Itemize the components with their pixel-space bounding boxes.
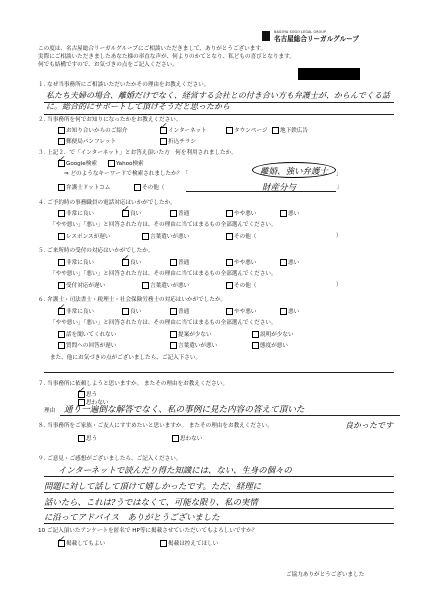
q4-option-bad[interactable]: 悪い: [280, 210, 299, 218]
q3-option-other[interactable]: その他（: [134, 184, 164, 192]
q9-answer-line-2: 問題に対して話して頂けて嬉しかったです。ただ、経理に: [44, 481, 262, 491]
q1-line-1: [44, 102, 394, 103]
intro-line-2: 実際にご相談いただきましたあなた様の率直な声が、何よりのかてとなり、私どもの喜びとなります。: [38, 54, 295, 60]
q10-label: 10 ご記入頂いたアンケートを匿名で HP等に掲載させていただいてもよろしいですか？: [38, 528, 258, 534]
q7-yes-check: ✓: [77, 386, 85, 396]
logo-subtitle: NAGOYA SOGO LEGAL GROUP: [274, 30, 327, 34]
q3-google-check: ✓: [57, 155, 65, 165]
q3-keyword-label: ⇒ どのようなキーワードで検索されましたか？「: [64, 171, 188, 177]
q4-option-normal[interactable]: 普通: [170, 210, 189, 218]
q5-reason-close: ）: [336, 282, 342, 288]
q2-option-internet[interactable]: インターネット: [160, 127, 207, 135]
q3-close-quote-2: 」: [337, 184, 343, 190]
q6-label: ６. 弁護士・司法書士・税理士・社会保険労務士の対応はいかがでしたか。: [38, 297, 227, 303]
q9-line-4: [44, 523, 394, 524]
q6-option-bad[interactable]: 悪い: [280, 308, 299, 316]
q3-other-line: [186, 191, 336, 192]
q2-internet-check: ✓: [159, 122, 167, 132]
q6-follow: 「やや悪い」「悪い」と回答された方は、その理由に当てはまるもの全部選んでください。: [50, 320, 277, 326]
q3-option-bengoshi-com[interactable]: 弁護士ドットコム: [58, 184, 110, 192]
intro-line-1: この度は、名古屋総合リーガルグループにご相談いただきまして、ありがとうございます。: [38, 46, 267, 52]
thanks-text: ご協力ありがとうございました: [286, 572, 365, 578]
q2-option-postoffice[interactable]: 郵便局パンフレット: [58, 138, 116, 146]
q4-option-good[interactable]: 良い: [122, 210, 141, 218]
q6-option-very-good[interactable]: 非常に良い: [58, 308, 94, 316]
q5-option-very-good[interactable]: 非常に良い: [58, 259, 94, 267]
q3-keyword-circle: [252, 162, 336, 178]
q3-keyword-2: 財産分与: [262, 183, 297, 193]
q3-option-google[interactable]: Google検索: [58, 160, 97, 168]
q2-option-flyer[interactable]: 折込チラシ: [160, 138, 196, 146]
q6-reason-few-proposals[interactable]: 提案が少ない: [170, 331, 212, 339]
q5-follow: 「やや悪い」「悪い」と回答された方は、その理由に当てはまるもの全部選んでください。: [50, 271, 277, 277]
q4-reason-language[interactable]: 言葉遣いが悪い: [142, 233, 189, 241]
q3-close-quote-1: 」: [336, 171, 342, 177]
q4-reason-other[interactable]: その他（: [226, 233, 256, 241]
logo-title: 名古屋総合リーガルグループ: [274, 35, 359, 43]
q3-label: ３. 上記２．で「インターネット」とお答え頂いた方 何を利用されましたか。: [38, 150, 237, 156]
q7-answer: 通り一遍倒な解答でなく、私の事例に見た内容の答えて頂いた: [64, 405, 305, 415]
q10-option-decline[interactable]: 掲載は控えてほしい: [160, 540, 218, 548]
q3-option-yahoo[interactable]: Yahoo検索: [108, 160, 144, 168]
q6-reason-attitude[interactable]: 態度が悪い: [252, 342, 288, 350]
q9-answer-line-4: に沿ってアドバイス ありがとうございました: [44, 512, 220, 522]
q1-line-2: [44, 114, 394, 115]
q8-option-yes[interactable]: 思う: [78, 435, 97, 443]
q8-answer: 良かったです: [345, 421, 393, 430]
q6-option-normal[interactable]: 普通: [170, 308, 189, 316]
q4-option-very-good[interactable]: 非常に良い: [58, 210, 94, 218]
q3-keyword-1: 離婚、強い弁護士: [260, 167, 329, 177]
q6-other-label: また、他にお気づきの点がございましたら、ご記入下さい。: [50, 355, 202, 361]
q6-other-line: [44, 372, 394, 373]
q9-answer-line-1: インターネットで読んだり得た知識には、ない、生身の個々の: [58, 465, 292, 475]
q7-option-no[interactable]: 思わない: [78, 399, 108, 407]
q6-option-bit-bad[interactable]: やや悪い: [226, 308, 256, 316]
q5-option-bad[interactable]: 悪い: [280, 259, 299, 267]
q1-label: １. なぜ当事務所にご相談いただいたかその理由をお教えください。: [38, 82, 210, 88]
q5-option-good[interactable]: 良い: [122, 259, 141, 267]
intro-line-3: 何でも結構ですので、お気づきの点をご記入ください。: [38, 62, 178, 68]
q9-label: ９. ご意見・ご感想がございましたら、ご記入ください。: [38, 456, 182, 462]
q6-very-good-check: ✓: [57, 303, 65, 313]
q5-reason-slow[interactable]: 受付対応が遅い: [58, 282, 105, 290]
q6-reason-language[interactable]: 言葉遣いが悪い: [170, 342, 217, 350]
q8-label: ８. 当事務所をご家族・ご友人にすすめたいと思いますか。 またその理由をお教えください。: [38, 423, 273, 429]
q8-option-no[interactable]: 思わない: [172, 435, 202, 443]
q5-option-normal[interactable]: 普通: [170, 259, 189, 267]
q1-answer: 私たち夫婦の場合、離婚だけでなく、経営する会社との付き合い方も弁護士が、からんでくる話に。総合的にサポートして頂けそうだと思ったから: [46, 91, 390, 111]
q4-reason-slow[interactable]: レスポンスが遅い: [58, 233, 110, 241]
q5-reason-other[interactable]: その他（: [226, 282, 256, 290]
q2-option-referral[interactable]: お知り合いからのご紹介: [58, 127, 128, 135]
q7-reason-prefix: 理由: [44, 408, 56, 414]
q4-label: ４. ご予約時の事務職員の電話対応はいかがでしたか。: [38, 200, 176, 206]
q9-line-1: [44, 476, 394, 477]
q4-good-check: ✓: [121, 205, 129, 215]
q2-label: ２. 当事務所を何でお知りになったかをお教えください。: [38, 117, 182, 123]
q2-option-subway[interactable]: 地下鉄広告: [272, 127, 308, 135]
q4-follow: 「やや悪い」「悪い」と回答された方は、その理由に当てはまるもの全部選んでください。: [50, 222, 277, 228]
q9-line-2: [44, 492, 394, 493]
q10-option-allow[interactable]: 掲載してもよい: [58, 540, 105, 548]
q6-reason-not-listening[interactable]: 話を聞いてくれない: [58, 331, 116, 339]
q7-line: [60, 415, 400, 416]
q7-option-yes[interactable]: 思う: [78, 391, 97, 399]
q6-reason-slow-answers[interactable]: 質問への回答が遅い: [58, 342, 116, 350]
q6-reason-few-explanations[interactable]: 説明が少ない: [252, 331, 294, 339]
q5-label: ５. ご来所時の受付の対応はいかがでしたか。: [38, 248, 154, 254]
redaction-block: [298, 68, 360, 80]
q5-reason-language[interactable]: 言葉遣いが悪い: [142, 282, 189, 290]
q9-line-3: [44, 508, 394, 509]
q4-reason-close: ）: [336, 233, 342, 239]
q5-good-check: ✓: [121, 254, 129, 264]
logo-mark: [262, 31, 270, 41]
q5-option-bit-bad[interactable]: やや悪い: [226, 259, 256, 267]
q6-option-good[interactable]: 良い: [122, 308, 141, 316]
q10-allow-check: ✓: [57, 535, 65, 545]
q4-option-bit-bad[interactable]: やや悪い: [226, 210, 256, 218]
q2-option-townpage[interactable]: タウンページ: [226, 127, 267, 135]
q9-answer-line-3: 話いたら、これは?うではなくて、可能な限り、私の実情: [44, 497, 258, 507]
q7-label: ７. 当事務所に依頼しようと思いますか。 またその理由をお教えください。: [38, 381, 228, 387]
